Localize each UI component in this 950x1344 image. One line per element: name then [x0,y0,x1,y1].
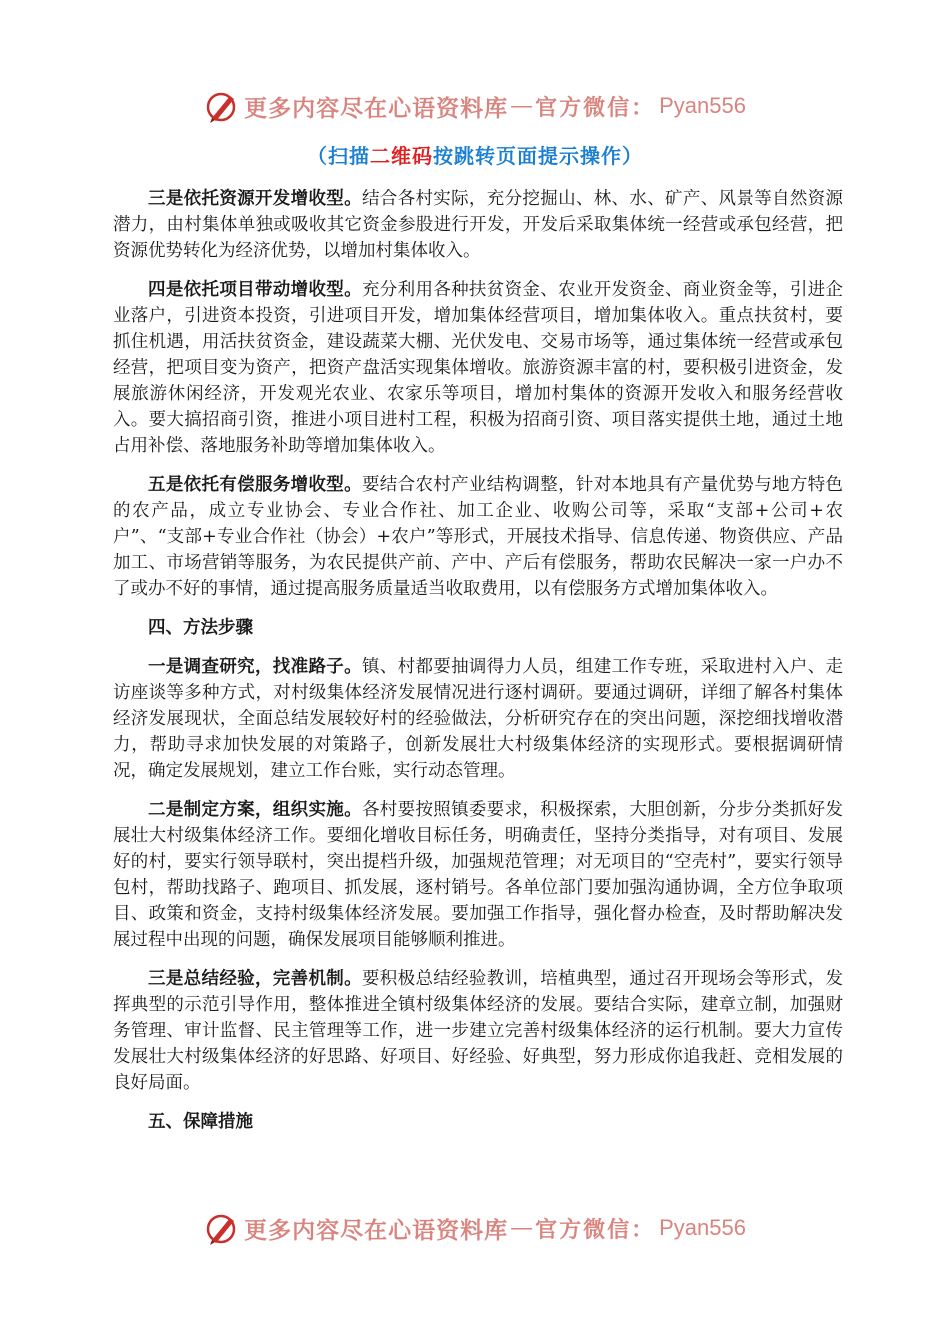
section-heading-5: 五、保障措施 [148,1112,253,1132]
paragraph [113,277,843,459]
paragraph [113,186,843,264]
paragraph [113,472,843,602]
paragraph-text: 要积极总结经验教训，培植典型，通过召开现场会等形式，发挥典型的示范引导作用，整体推进全镇村级集体经济的发展。要结合实际，建章立制，加强财务管理、审计监督、民主管理等工作，进一步建立完善村级集体经济的运行机制。要大力宣传发展壮大村级集体经济的好思路、好项目、好经验、好典型，努力形成你追我赶、竞相发展的良好局面。 [113,969,844,1093]
paragraph-lead: 二是制定方案，组织实施。 [148,800,362,820]
paragraph-lead: 五是依托有偿服务增收型。 [148,475,362,495]
banner-site-text: 更多内容尽在心语资料库 [244,95,509,122]
banner-wechat-label: 官方微信： [535,1217,656,1243]
paragraph-text: 要结合农村产业结构调整，针对本地具有产量优势与地方特色的农产品，成立专业协会、专业合作社、加工企业、收购公司等，采取“支部+公司+农户”、“支部+专业合作社（协会）+农户”等形式，开展技术指导、信息传递、物资供应、产品加工、市场营销等服务，为农民提供产前、产中、产后有偿服务，帮助农民解决一家一户办不了或办不好的事情，通过提高服务质量适当收取费用，以有偿服务方式增加集体收入。 [113,475,844,599]
document-body [113,186,843,1148]
paragraph [113,966,843,1096]
paragraph-text: 结合各村实际，充分挖掘山、林、水、矿产、风景等自然资源潜力，由村集体单独或吸收其它资金参股进行开发，开发后采取集体统一经营或承包经营，把资源优势转化为经济优势，以增加村集体收入。 [113,189,844,261]
paragraph-lead: 三是总结经验，完善机制。 [148,969,362,989]
paragraph-text: 各村要按照镇委要求，积极探索，大胆创新，分步分类抓好发展壮大村级集体经济工作。要细化增收目标任务，明确责任，坚持分类指导，对有项目、发展好的村，要实行领导联村，突出提档升级，加强规范管理；对无项目的“空壳村”，要实行领导包村，帮助找路子、跑项目、抓发展，逐村销号。各单位部门要加强沟通协调，全方位争取项目、政策和资金，支持村级集体经济发展。要加强工作指导，强化督办检查，及时帮助解决发展过程中出现的问题，确保发展项目能够顺利推进。 [113,800,844,950]
footer-banner [0,1208,950,1248]
paragraph [113,797,843,953]
scan-tip-rest: 按跳转页面提示操作） [433,144,643,168]
paragraph-lead: 一是调查研究，找准路子。 [148,657,362,677]
paragraph-text: 充分利用各种扶贫资金、农业开发资金、商业资金等，引进企业落户，引进资本投资，引进项目开发，增加集体经营项目，增加集体收入。重点扶贫村，要抓住机遇，用活扶贫资金，建设蔬菜大棚、光伏发电、交易市场等，通过集体统一经营或承包经营，把项目变为资产，把资产盘活实现集体增收。旅游资源丰富的村，要积极引进资金，发展旅游休闲经济，开发观光农业、农家乐等项目，增加村集体的资源开发收入和服务经营收入。要大搞招商引资，推进小项目进村工程，积极为招商引资、项目落实提供土地，通过土地占用补偿、落地服务补助等增加集体收入。 [113,280,844,456]
paragraph [113,654,843,784]
pen-logo-icon [204,88,240,124]
paragraph-text: 镇、村都要抽调得力人员，组建工作专班，采取进村入户、走访座谈等多种方式，对村级集体经济发展情况进行逐村调研。要通过调研，详细了解各村集体经济发展现状，全面总结发展较好村的经验做法，分析研究存在的突出问题，深挖细找增收潜力，帮助寻求加快发展的对策路子，创新发展壮大村级集体经济的实现形式。要根据调研情况，确定发展规划，建立工作台账，实行动态管理。 [113,657,844,781]
scan-tip-qr: 二维码 [370,144,433,168]
scan-tip-open: （扫描 [307,144,370,168]
header-banner [0,86,950,126]
banner-dash: — [510,93,534,119]
banner-wechat-id: Pyan556 [659,1215,746,1240]
section-heading-4: 四、方法步骤 [148,618,253,638]
banner-wechat-id: Pyan556 [659,93,746,118]
banner-wechat-label: 官方微信： [535,95,656,121]
paragraph-lead: 四是依托项目带动增收型。 [148,280,362,300]
banner-dash: — [510,1215,534,1241]
banner-site-text: 更多内容尽在心语资料库 [244,1217,509,1244]
pen-logo-icon [204,1210,240,1246]
scan-tip [0,140,950,169]
paragraph-lead: 三是依托资源开发增收型。 [148,189,362,209]
